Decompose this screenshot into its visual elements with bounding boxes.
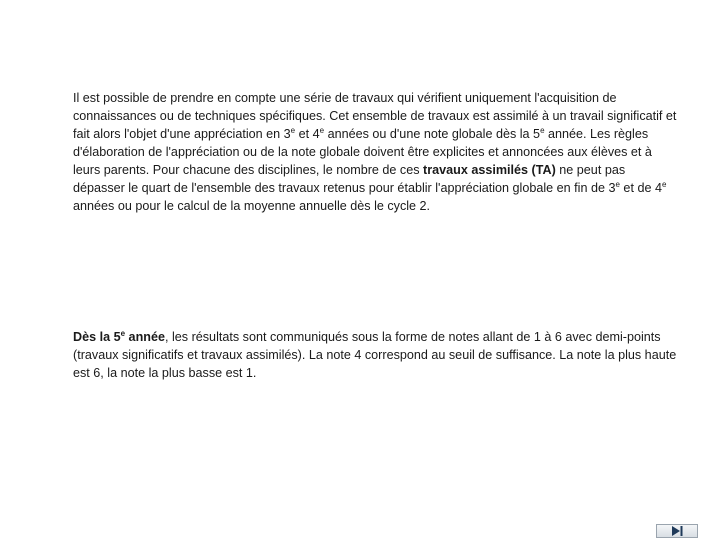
superscript: e bbox=[615, 180, 620, 189]
paragraph-text: années ou pour le calcul de la moyenne annuelle dès le cycle 2. bbox=[73, 199, 431, 213]
superscript: e bbox=[120, 329, 126, 338]
paragraph-text: et de 4 bbox=[619, 181, 662, 195]
paragraph-text: , les résultats sont communiqués sous la forme de notes allant de 1 à 6 avec demi-points (travaux significatifs et travaux assimilés). La note 4 correspond au seuil de suffisance. La note la plus haute est 6, la note la plus basse est 1. bbox=[73, 330, 677, 380]
paragraph-text: années ou d'une note globale dès la 5 bbox=[324, 127, 541, 141]
next-slide-button[interactable] bbox=[656, 524, 698, 538]
paragraph-travaux-assimiles bbox=[73, 89, 677, 215]
bold-text: année bbox=[125, 330, 165, 344]
superscript: e bbox=[319, 126, 325, 135]
superscript: e bbox=[290, 126, 296, 135]
paragraph-text: et 4 bbox=[295, 127, 320, 141]
superscript: e bbox=[540, 126, 545, 135]
paragraph-text: année. Les règles d'élaboration de l'appréciation ou de la note globale doivent être explicites et annoncées aux élèves et à leurs parents. Pour chacune des disciplines, le nombre de ces bbox=[73, 127, 652, 177]
bold-term-travaux-assimiles: travaux assimilés (TA) bbox=[423, 163, 556, 177]
paragraph-notes bbox=[73, 328, 677, 382]
next-slide-icon bbox=[671, 526, 683, 536]
paragraph-text: ne peut pas dépasser le quart de l'ensemble des travaux retenus pour établir l'appréciation globale en fin de 3 bbox=[73, 163, 626, 195]
next-slide-icon-graphic bbox=[671, 526, 683, 536]
bold-text: Dès la 5 bbox=[73, 330, 121, 344]
paragraph-text: Il est possible de prendre en compte une série de travaux qui vérifient uniquement l'acquisition de connaissances ou de techniques spécifiques. Cet ensemble de travaux est assimilé à un travail significatif et fait alors l'objet d'une appréciation en 3 bbox=[73, 91, 677, 141]
bold-lead-des-la-5e-annee bbox=[73, 330, 165, 344]
superscript: e bbox=[661, 180, 667, 189]
